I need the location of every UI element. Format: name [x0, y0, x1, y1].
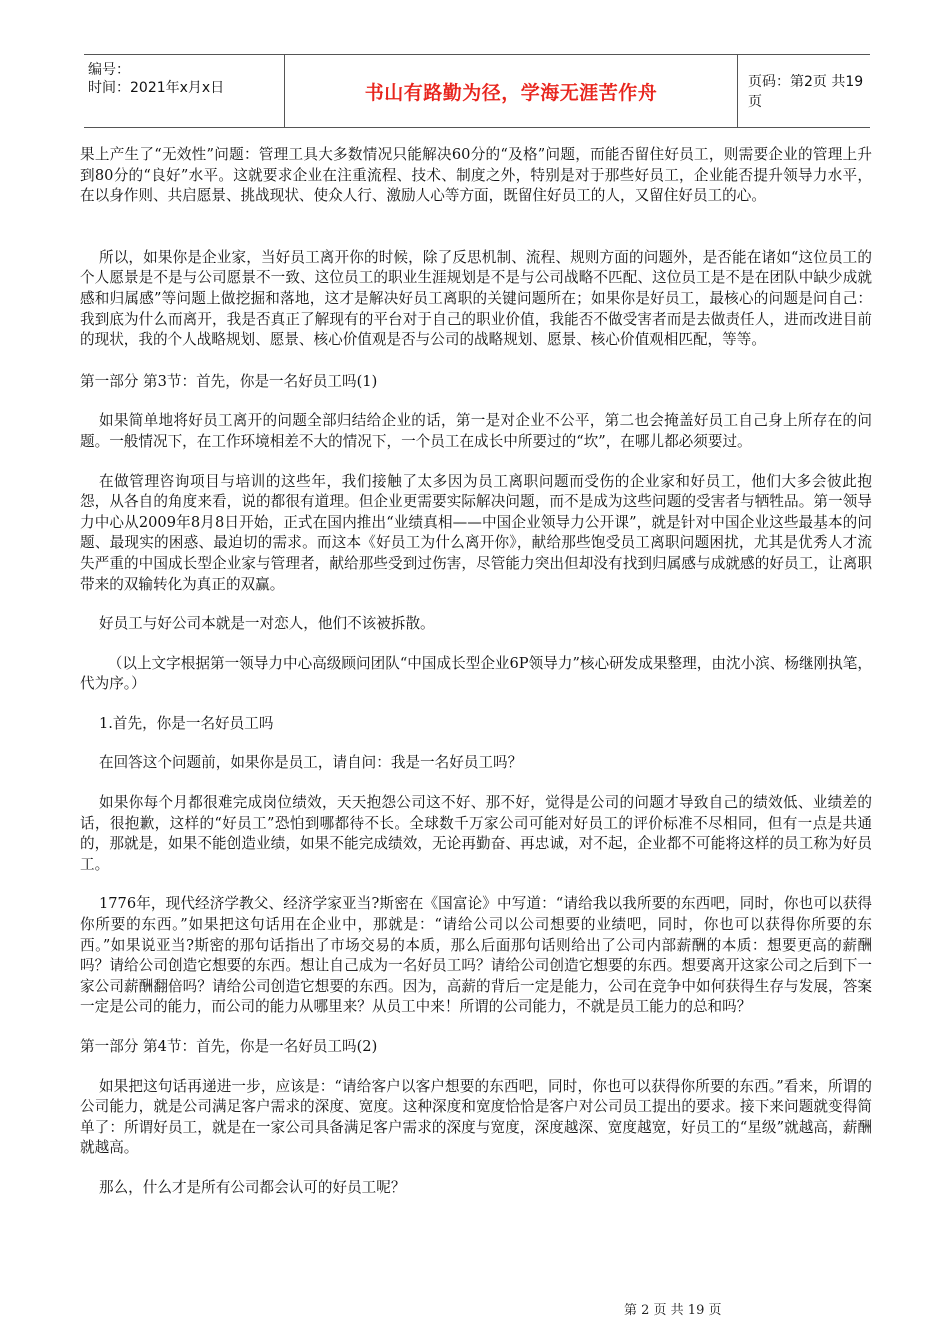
time-label: 时间：2021年x月x日: [88, 80, 225, 96]
number-label: 编号：: [88, 62, 130, 78]
paragraph: 如果你每个月都很难完成岗位绩效，天天抱怨公司这不好、那不好，觉得是公司的问题才导致自己的绩效低、业绩差的话，很抱歉，这样的“好员工”恐怕到哪都待不长。全球数千万家公司可能对好员工的评价标准不尽相同，但有一点是共通的，那就是，如果不能创造业绩，如果不能完成绩效，无论再勤奋、再忠诚，对不起，企业都不可能将这样的员工称为好员工。: [80, 794, 872, 873]
paragraph: 在做管理咨询项目与培训的这些年，我们接触了太多因为员工离职问题而受伤的企业家和好员工，他们大多会彼此抱怨，从各自的角度来看，说的都很有道理。但企业更需要实际解决问题，而不是成为这些问题的受害者与牺牲品。第一领导力中心从2009年8月8日开始，正式在国内推出“业绩真相——中国企业领导力公开课”，就是针对中国企业这些最基本的问题、最现实的困惑、最迫切的需求。而这本《好员工为什么离开你》，献给那些饱受员工离职问题困扰，尤其是优秀人才流失严重的中国成长型企业家与管理者，献给那些受到过伤害，尽管能力突出但却没有找到归属感与成就感的好员工，让离职带来的双输转化为真正的双赢。: [80, 472, 872, 593]
paragraph: 好员工与好公司本就是一对恋人，他们不该被拆散。: [98, 615, 435, 633]
paragraph: 那么，什么才是所有公司都会认可的好员工呢？: [98, 1178, 406, 1196]
paragraph: 所以，如果你是企业家，当好员工离开你的时候，除了反思机制、流程、规则方面的问题外，是否能在诸如“这位员工的个人愿景是不是与公司愿景不一致、这位员工的职业生涯规划是不是与公司战略不匹配、这位员工是不是在团队中缺少成就感和归属感”等问题上做挖掘和落地，这才是解决好员工离职的关键问题所在；如果你是好员工，最核心的问题是问自己：我到底为什么而离开，我是否真正了解现有的平台对于自己的职业价值，我能否不做受害者而是去做责任人，进而改进目前的现状，我的个人战略规划、愿景、核心价值观是否与公司的战略规划、愿景、核心价值观相匹配，等等。: [80, 248, 872, 349]
paragraph: 在回答这个问题前，如果你是员工，请自问：我是一名好员工吗？: [98, 754, 523, 772]
section-heading: 1.首先，你是一名好员工吗: [98, 714, 274, 732]
header-info: [84, 55, 284, 127]
paragraph: 果上产生了“无效性”问题：管理工具大多数情况只能解决60分的“及格”问题，而能否留住好员工，则需要企业的管理上升到80分的“良好”水平。这就要求企业在注重流程、技术、制度之外，特别是对于那些好员工，企业能否提升领导力水平，在以身作则、共启愿景、挑战现状、使众人行、激励人心等方面，既留住好员工的人，又留住好员工的心。: [80, 146, 872, 205]
paragraph: 如果把这句话再递进一步，应该是：“请给客户以客户想要的东西吧，同时，你也可以获得你所要的东西。”看来，所谓的公司能力，就是公司满足客户需求的深度、宽度。这种深度和宽度恰恰是客户对公司员工提出的要求。接下来问题就变得简单了：所谓好员工，就是在一家公司具备满足客户需求的深度与宽度，深度越深、宽度越宽，好员工的“星级”就越高，薪酬就越高。: [80, 1077, 872, 1157]
header-motto: 书山有路勤为径，学海无涯苦作舟: [284, 55, 738, 127]
header-page-label: 页码：第2页 共19页: [748, 74, 864, 110]
section-heading: 第一部分 第4节：首先，你是一名好员工吗(2): [80, 1038, 378, 1055]
paragraph: 如果简单地将好员工离开的问题全部归结给企业的话，第一是对企业不公平，第二也会掩盖好员工自己身上所存在的问题。一般情况下，在工作环境相差不大的情况下，一个员工在成长中所要过的“坎”，在哪儿都必须要过。: [80, 412, 872, 450]
paragraph: 1776年，现代经济学教父、经济学家亚当?斯密在《国富论》中写道：“请给我以我所要的东西吧，同时，你也可以获得你所要的东西。”如果把这句话用在企业中，那就是：“请给公司以公司想要的业绩吧，同时，你也可以获得你所要的东西。”如果说亚当?斯密的那句话指出了市场交易的本质，那么后面那句话则给出了公司内部薪酬的本质：想要更高的薪酬吗？请给公司创造它想要的东西。想让自己成为一名好员工吗？请给公司创造它想要的东西。想要离开这家公司之后到下一家公司薪酬翻倍吗？请给公司创造它想要的东西。因为，高薪的背后一定是能力，公司在竞争中如何获得生存与发展，答案一定是公司的能力，而公司的能力从哪里来？从员工中来！所谓的公司能力，不就是员工能力的总和吗？: [80, 895, 872, 1016]
paragraph: （以上文字根据第一领导力中心高级顾问团队“中国成长型企业6P领导力”核心研发成果整理，由沈小滨、杨继刚执笔，代为序。）: [80, 654, 872, 693]
page-footer: 第 2 页 共 19 页: [624, 1303, 722, 1318]
page-header: [84, 54, 870, 128]
section-heading: 第一部分 第3节：首先，你是一名好员工吗(1): [80, 372, 378, 390]
document-body: [80, 145, 872, 1199]
